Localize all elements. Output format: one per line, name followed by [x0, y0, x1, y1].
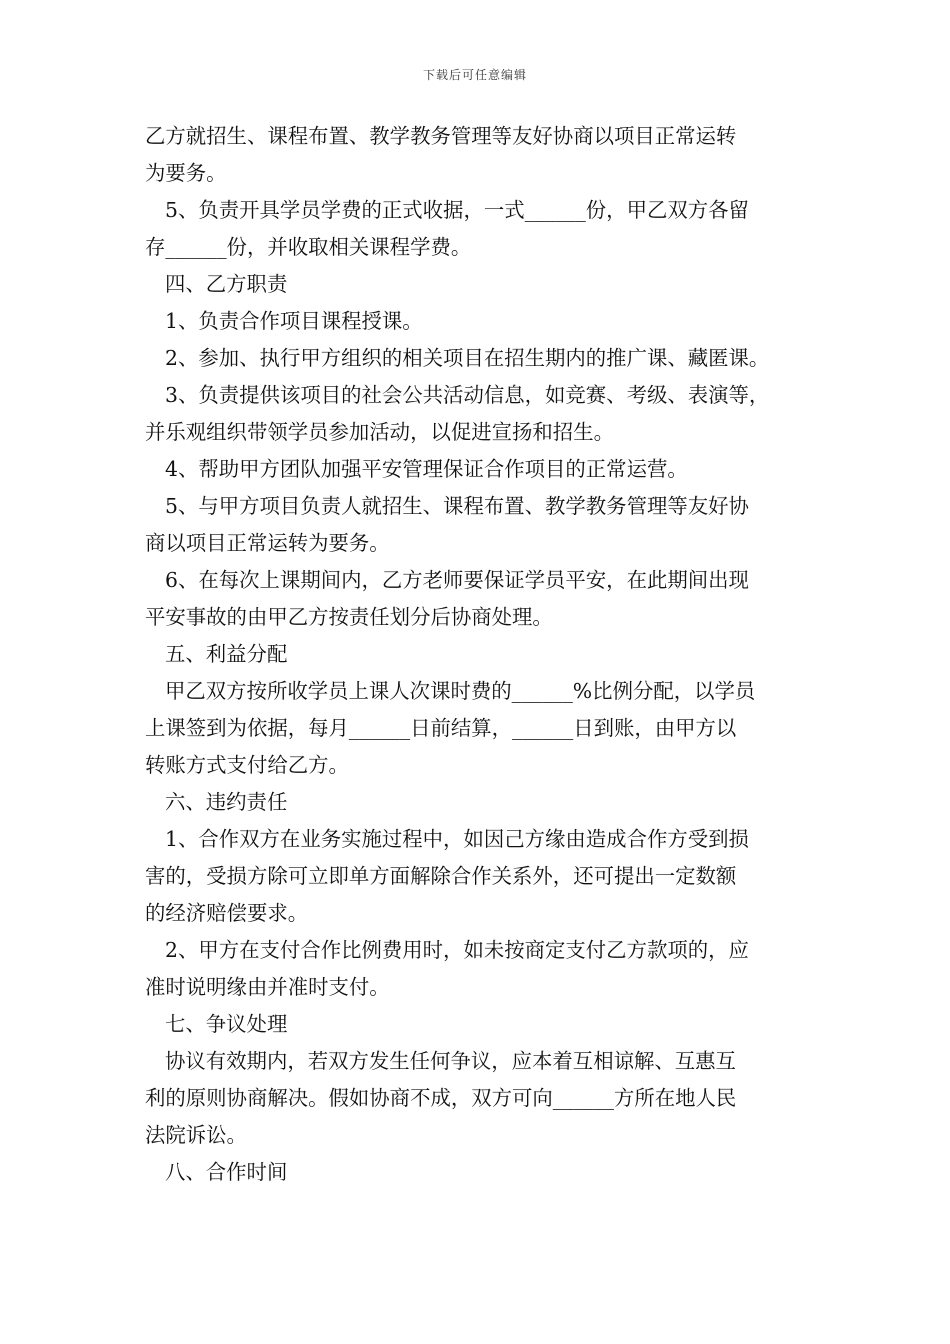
paragraph-line: 上课签到为依据，每月______日前结算，______日到账，由甲方以 [145, 716, 737, 740]
list-item: 5、与甲方项目负责人就招生、课程布置、教学教务管理等友好协 [165, 494, 749, 518]
paragraph-line: 法院诉讼。 [145, 1123, 247, 1147]
section-heading: 八、合作时间 [165, 1160, 288, 1184]
list-item: 2、参加、执行甲方组织的相关项目在招生期内的推广课、藏匿课。 [165, 346, 770, 370]
list-item: 5、负责开具学员学费的正式收据，一式______份，甲乙双方各留 [165, 198, 749, 222]
paragraph-line: 的经济赔偿要求。 [145, 901, 309, 925]
paragraph-line: 协议有效期内，若双方发生任何争议，应本着互相谅解、互惠互 [165, 1049, 736, 1073]
paragraph-line: 利的原则协商解决。假如协商不成，双方可向______方所在地人民 [145, 1086, 737, 1110]
paragraph-line: 甲乙双方按所收学员上课人次课时费的______%比例分配，以学员 [165, 679, 756, 703]
document-body [145, 118, 810, 1191]
paragraph-line: 转账方式支付给乙方。 [145, 753, 349, 777]
paragraph-line: 平安事故的由甲乙方按责任划分后协商处理。 [145, 605, 553, 629]
list-item: 3、负责提供该项目的社会公共活动信息，如竞赛、考级、表演等， [165, 383, 770, 407]
paragraph-line: 害的，受损方除可立即单方面解除合作关系外，还可提出一定数额 [145, 864, 737, 888]
section-heading: 五、利益分配 [165, 642, 288, 666]
paragraph-line: 乙方就招生、课程布置、教学教务管理等友好协商以项目正常运转 [145, 124, 737, 148]
list-item: 4、帮助甲方团队加强平安管理保证合作项目的正常运营。 [165, 457, 688, 481]
paragraph-line: 并乐观组织带领学员参加活动，以促进宣扬和招生。 [145, 420, 614, 444]
list-item: 6、在每次上课期间内，乙方老师要保证学员平安，在此期间出现 [165, 568, 749, 592]
list-item: 1、合作双方在业务实施过程中，如因己方缘由造成合作方受到损 [165, 827, 749, 851]
section-heading: 六、违约责任 [165, 790, 288, 814]
page-header: 下载后可任意编辑 [422, 68, 527, 82]
paragraph-line: 商以项目正常运转为要务。 [145, 531, 390, 555]
list-item: 2、甲方在支付合作比例费用时，如未按商定支付乙方款项的，应 [165, 938, 749, 962]
section-heading: 四、乙方职责 [165, 272, 288, 296]
paragraph-line: 为要务。 [145, 161, 227, 185]
section-heading: 七、争议处理 [165, 1012, 288, 1036]
list-item: 1、负责合作项目课程授课。 [165, 309, 423, 333]
paragraph-line: 准时说明缘由并准时支付。 [145, 975, 390, 999]
paragraph-line: 存______份，并收取相关课程学费。 [145, 235, 472, 259]
